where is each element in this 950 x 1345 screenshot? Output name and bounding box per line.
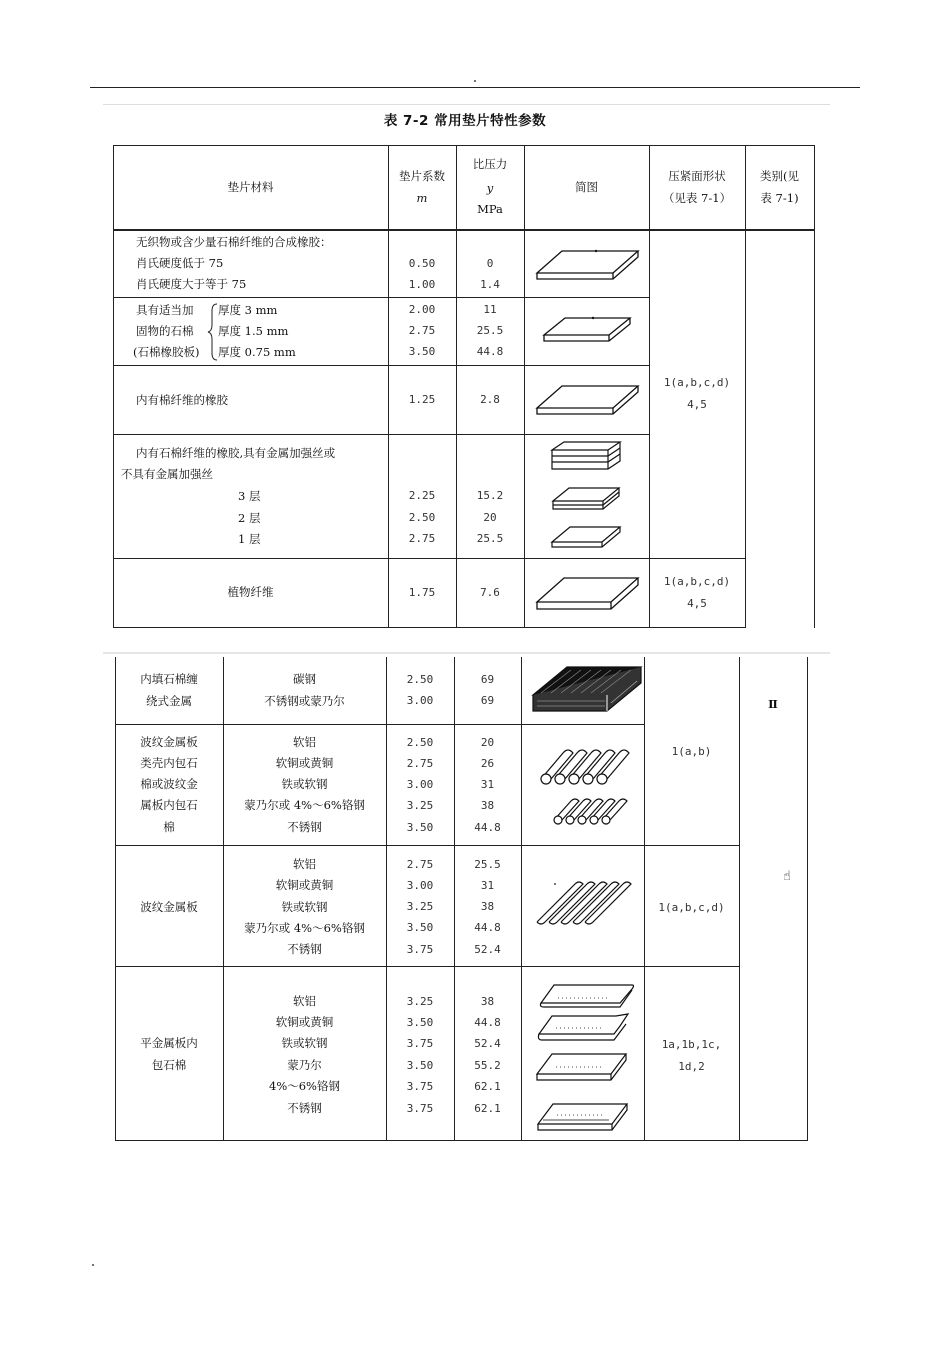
header-y-label: 比压力 — [472, 157, 508, 171]
t2-row1-y-1: 69 — [480, 673, 495, 686]
t2-row3-metal-5: 不锈钢 — [287, 942, 322, 956]
t2-row2-material-3: 棉或波纹金 — [140, 777, 198, 791]
t2-shape-2: 1(a,b,c,d) — [658, 901, 725, 914]
shape-group-2-line1: 1(a,b,c,d) — [663, 575, 731, 588]
t2-row3-y-5: 52.4 — [474, 943, 501, 956]
row2-thickness-3: 厚度 0.75 mm — [218, 345, 296, 359]
row4-m-1: 2.25 — [408, 489, 436, 502]
t2-row2-m-2: 2.75 — [406, 757, 434, 770]
t2-row3-metal-3: 铁或软钢 — [281, 900, 328, 914]
sketch-flat-jacket-1 — [538, 981, 636, 1009]
table-title: 表 7-2 常用垫片特性参数 — [383, 113, 547, 129]
header-y-unit: MPa — [477, 202, 503, 216]
t2-row3-y-2: 31 — [480, 879, 495, 892]
t2-row2-y-4: 38 — [480, 799, 495, 812]
header-m-label: 垫片系数 — [399, 169, 445, 183]
t2-row2-metal-1: 软铝 — [293, 735, 316, 749]
t2-row3-y-4: 44.8 — [474, 921, 501, 934]
brace — [208, 303, 218, 361]
t2-row2-material-5: 棉 — [163, 820, 175, 834]
row3-m: 1.25 — [408, 393, 436, 406]
row3-material: 内有棉纤维的橡胶 — [136, 393, 228, 407]
t2-row2-metal-5: 不锈钢 — [287, 820, 322, 834]
row1-m-2: 1.00 — [408, 278, 436, 291]
row1-material-line2: 肖氏硬度低于 75 — [136, 256, 224, 270]
header-m-symbol: m — [416, 191, 428, 205]
row4-material-line2: 不具有金属加强丝 — [121, 467, 213, 481]
sketch-corrugated-plate — [535, 880, 635, 928]
t2-row4-y-2: 44.8 — [474, 1016, 501, 1029]
sketch-flat-gasket-1 — [536, 245, 639, 285]
sketch-flat-gasket-3 — [536, 380, 639, 420]
row4-material-line1: 内有石棉纤维的橡胶,具有金属加强丝或 — [136, 446, 336, 460]
t2-row1-m-1: 2.50 — [406, 673, 434, 686]
row5-m: 1.75 — [408, 586, 436, 599]
t2-row3-m-4: 3.50 — [406, 921, 434, 934]
row2-y-2: 25.5 — [476, 324, 504, 337]
row1-y-1: 0 — [486, 257, 494, 270]
t2-row3-metal-1: 软铝 — [293, 857, 316, 871]
sketch-one-layer — [551, 524, 621, 552]
row4-m-3: 2.75 — [408, 532, 436, 545]
class-label: Ⅱ — [768, 697, 778, 711]
sketch-two-layer — [552, 485, 620, 513]
header-shape-ref: （见表 7-1） — [662, 191, 732, 205]
t2-row3-m-2: 3.00 — [406, 879, 434, 892]
row2-m-3: 3.50 — [408, 345, 436, 358]
t2-row2-m-1: 2.50 — [406, 736, 434, 749]
t2-row1-material-1: 内填石棉缠 — [140, 672, 198, 686]
t2-row4-m-5: 3.75 — [406, 1080, 434, 1093]
t2-row2-y-3: 31 — [480, 778, 495, 791]
row1-y-2: 1.4 — [480, 278, 500, 291]
t2-row4-y-4: 55.2 — [474, 1059, 501, 1072]
t2-row4-metal-2: 软铜或黄铜 — [275, 1015, 334, 1029]
row1-material-line1: 无织物或含少量石棉纤维的合成橡胶： — [136, 235, 332, 249]
t2-row3-y-1: 25.5 — [474, 858, 501, 871]
t2-row2-y-5: 44.8 — [474, 821, 501, 834]
t2-shape-1: 1(a,b) — [671, 745, 712, 758]
t2-row2-metal-2: 软铜或黄铜 — [275, 756, 334, 770]
t2-row3-m-5: 3.75 — [406, 943, 434, 956]
t2-row3-material: 波纹金属板 — [140, 900, 198, 914]
row2-material-line3: (石棉橡胶板) — [133, 345, 200, 359]
header-rule — [90, 87, 860, 88]
row4-y-2: 20 — [483, 511, 497, 524]
header-y-symbol: y — [486, 181, 494, 195]
t2-shape-3-line1: 1a,1b,1c, — [661, 1038, 722, 1051]
sketch-flat-jacket-3 — [534, 1050, 630, 1082]
t2-row3-metal-2: 软铜或黄铜 — [275, 878, 334, 892]
row1-m-1: 0.50 — [408, 257, 436, 270]
row5-material: 植物纤维 — [227, 585, 274, 599]
t2-row4-y-3: 52.4 — [474, 1037, 501, 1050]
row2-material-line1: 具有适当加 — [136, 303, 194, 317]
t2-row2-y-2: 26 — [480, 757, 495, 770]
t2-row3-m-3: 3.25 — [406, 900, 434, 913]
header-class-ref: 表 7-1) — [760, 191, 799, 205]
sketch-three-layer — [551, 441, 621, 473]
t2-row4-metal-5: 4%～6%铬钢 — [269, 1079, 340, 1093]
t2-row4-metal-1: 软铝 — [293, 994, 316, 1008]
row2-material-line2: 固物的石棉 — [136, 324, 194, 338]
t2-row4-m-1: 3.25 — [406, 995, 434, 1008]
t2-row2-metal-4: 蒙乃尔或 4%～6%铬钢 — [244, 798, 365, 812]
t2-row4-metal-4: 蒙乃尔 — [287, 1058, 322, 1072]
t2-row2-material-2: 类壳内包石 — [140, 756, 198, 770]
row4-m-2: 2.50 — [408, 511, 436, 524]
row4-layer-1: 1 层 — [238, 532, 261, 546]
t2-row1-metal-2: 不锈钢或蒙乃尔 — [264, 694, 345, 708]
sketch-spiral-wound — [531, 663, 643, 719]
t2-row2-m-5: 3.50 — [406, 821, 434, 834]
t2-row3-m-1: 2.75 — [406, 858, 434, 871]
row2-thickness-2: 厚度 1.5 mm — [218, 324, 289, 338]
row2-y-3: 44.8 — [476, 345, 504, 358]
page-band-mid — [103, 652, 830, 654]
t2-row2-y-1: 20 — [480, 736, 495, 749]
t2-row1-material-2: 绕式金属 — [146, 694, 192, 708]
t2-row3-y-3: 38 — [480, 900, 495, 913]
row2-m-2: 2.75 — [408, 324, 436, 337]
bottom-mark — [92, 1264, 94, 1266]
t2-row2-material-1: 波纹金属板 — [140, 735, 198, 749]
t2-row3-metal-4: 蒙乃尔或 4%～6%铬钢 — [244, 921, 365, 935]
hand-cursor-icon: ☝ — [783, 869, 791, 884]
sketch-flat-jacket-4 — [535, 1100, 631, 1132]
row2-y-1: 11 — [483, 303, 497, 316]
page-band-top — [103, 104, 830, 105]
t2-row1-y-2: 69 — [480, 694, 495, 707]
t2-row4-m-4: 3.50 — [406, 1059, 434, 1072]
header-shape: 压紧面形状 — [668, 169, 726, 183]
row4-y-3: 25.5 — [476, 532, 504, 545]
row4-layer-3: 3 层 — [238, 489, 261, 503]
t2-row4-y-1: 38 — [480, 995, 495, 1008]
t2-row4-metal-6: 不锈钢 — [287, 1101, 322, 1115]
row3-y: 2.8 — [480, 393, 500, 406]
shape-group-1-line2: 4,5 — [687, 398, 707, 411]
header-material: 垫片材料 — [227, 180, 274, 194]
t2-shape-3-line2: 1d,2 — [678, 1060, 705, 1073]
row2-thickness-1: 厚度 3 mm — [218, 303, 278, 317]
t2-row4-y-5: 62.1 — [474, 1080, 501, 1093]
top-mark — [474, 80, 476, 82]
t2-row2-material-4: 属板内包石 — [140, 798, 198, 812]
t2-row4-m-3: 3.75 — [406, 1037, 434, 1050]
sketch-corrugated-jacketed — [535, 745, 639, 785]
shape-group-1-line1: 1(a,b,c,d) — [663, 376, 731, 389]
row5-y: 7.6 — [480, 586, 500, 599]
row1-material-line3: 肖氏硬度大于等于 75 — [136, 277, 247, 291]
sketch-flat-gasket-2 — [543, 313, 631, 345]
t2-row4-y-6: 62.1 — [474, 1102, 501, 1115]
t2-row4-metal-3: 铁或软钢 — [281, 1036, 328, 1050]
t2-row4-m-2: 3.50 — [406, 1016, 434, 1029]
shape-group-2-line2: 4,5 — [687, 597, 707, 610]
t2-row1-metal-1: 碳钢 — [293, 672, 316, 686]
t2-row2-m-4: 3.25 — [406, 799, 434, 812]
sketch-flat-jacket-2 — [536, 1012, 632, 1042]
t2-row4-m-6: 3.75 — [406, 1102, 434, 1115]
t2-row1-m-2: 3.00 — [406, 694, 434, 707]
t2-row2-metal-3: 铁或软钢 — [281, 777, 328, 791]
header-class: 类别(见 — [760, 169, 799, 183]
t2-row4-material-1: 平金属板内 — [140, 1036, 198, 1050]
row2-m-1: 2.00 — [408, 303, 436, 316]
row4-layer-2: 2 层 — [238, 511, 261, 525]
sketch-flat-gasket-4 — [536, 573, 639, 615]
header-sketch: 简图 — [575, 180, 598, 194]
t2-row4-material-2: 包石棉 — [151, 1058, 187, 1072]
row4-y-1: 15.2 — [476, 489, 504, 502]
t2-row2-m-3: 3.00 — [406, 778, 434, 791]
sketch-corrugated-filled — [549, 794, 637, 826]
